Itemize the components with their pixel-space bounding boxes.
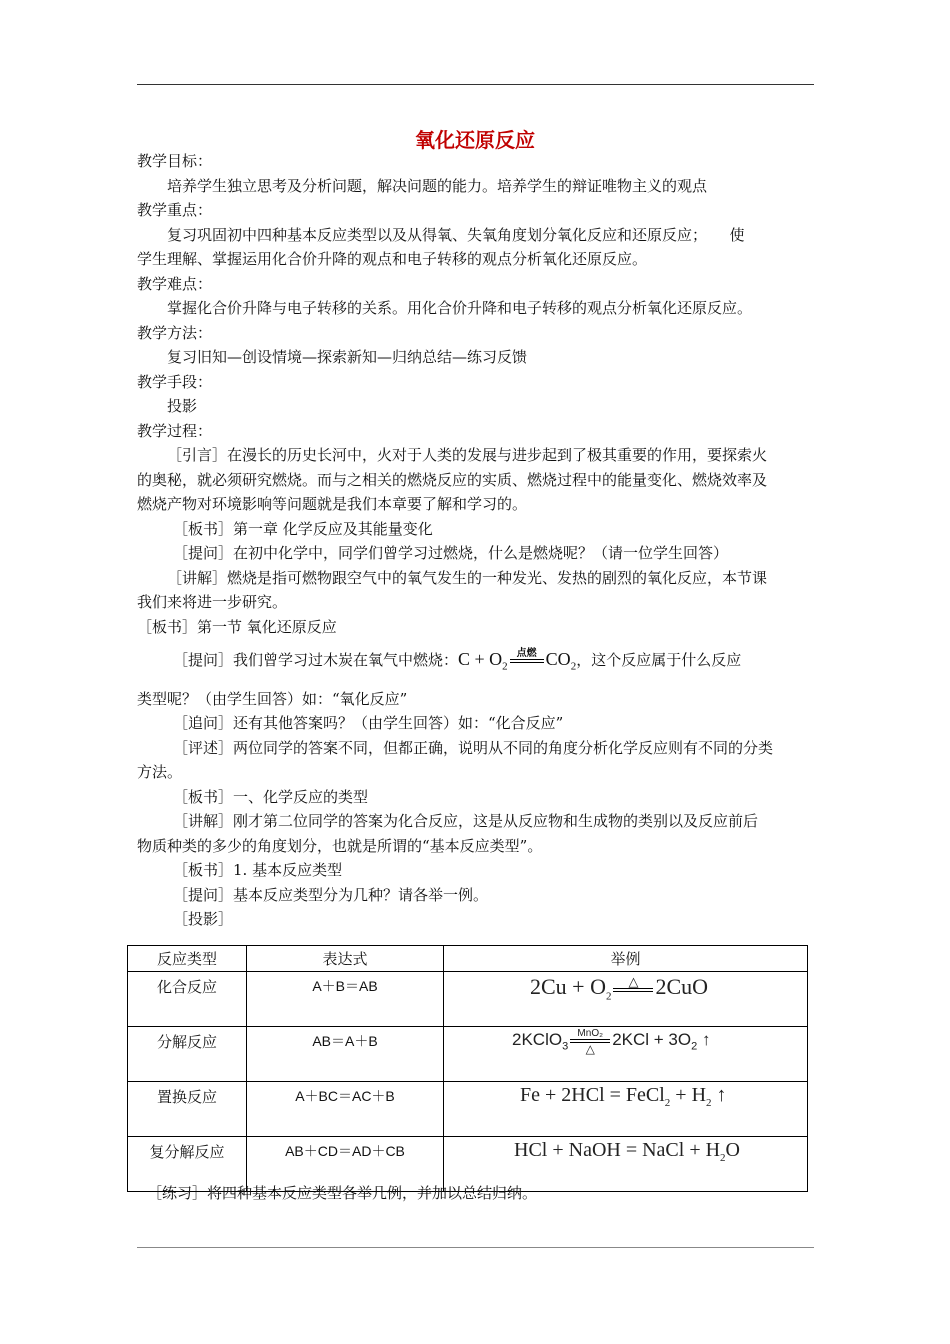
text-line: 投影: [167, 397, 198, 415]
text-line: 类型呢？（由学生回答）如：“氧化反应”: [137, 689, 408, 708]
text-line: 方法。: [137, 763, 183, 782]
text-line: ［板书］1. 基本反应类型: [173, 861, 343, 880]
text-line: ［提问］基本反应类型分为几种？请各举一例。: [173, 885, 489, 904]
reaction-example: Fe + 2HCl = FeCl$_2$ + $H_2$ ↑: [444, 1082, 808, 1137]
text-line: 复习巩固初中四种基本反应类型以及从得氧、失氧角度划分氧化反应和还原反应； 使: [167, 225, 745, 244]
reaction-expression: AB＋CD＝AD＋CB: [247, 1137, 444, 1192]
text-line: ［引言］在漫长的历史长河中，火对于人类的发展与进步起到了极其重要的作用，要探索火: [167, 446, 768, 464]
column-header: 表达式: [247, 946, 444, 972]
question-text-end: ，这个反应属于什么反应: [576, 651, 742, 669]
column-header: 举例: [444, 946, 808, 972]
text-line: 教学手段：: [137, 372, 213, 391]
table-row: [128, 972, 808, 1027]
page-title: 氧化还原反应: [415, 128, 535, 152]
text-line: 教学过程：: [137, 421, 213, 440]
combustion-equation: $C + O_2$ 点燃 $CO_2$: [458, 647, 577, 673]
text-line: 的奥秘，就必须研究燃烧。而与之相关的燃烧反应的实质、燃烧过程中的能量变化、燃烧效率及: [137, 470, 768, 489]
table-header-row: [128, 946, 808, 972]
text-line: 复习旧知—创设情境—探索新知—归纳总结—练习反馈: [167, 348, 528, 366]
text-line: 学生理解、掌握运用化合价升降的观点和电子转移的观点分析氧化还原反应。: [137, 250, 648, 268]
text-line: 教学重点：: [137, 201, 213, 219]
exercise-line: ［练习］将四种基本反应类型各举几例，并加以总结归纳。: [147, 1184, 538, 1202]
text-line: 教学目标：: [137, 152, 213, 170]
text-line: 我们来将进一步研究。: [137, 593, 288, 611]
text-line: ［讲解］燃烧是指可燃物跟空气中的氧气发生的一种发光、发热的剧烈的氧化反应，本节课: [167, 568, 768, 587]
reaction-type: 分解反应: [128, 1027, 247, 1082]
reaction-type: 复分解反应: [128, 1137, 247, 1192]
condition-mark: △: [613, 975, 653, 1002]
condition-mark: 点燃: [510, 649, 544, 673]
table-row: [128, 1027, 808, 1082]
header-rule: [137, 84, 814, 85]
text-line: ［追问］还有其他答案吗？（由学生回答）如：“化合反应”: [173, 714, 564, 733]
text-line: ［板书］一、化学反应的类型: [173, 787, 369, 806]
reaction-type: 置换反应: [128, 1082, 247, 1137]
text-line: ［讲解］刚才第二位同学的答案为化合反应，这是从反应物和生成物的类别以及反应前后: [173, 812, 759, 831]
table-row: [128, 1082, 808, 1137]
question-text: ［提问］我们曾学习过木炭在氧气中燃烧：: [173, 651, 459, 669]
question-line: [137, 639, 814, 687]
reaction-types-table: [127, 945, 808, 1192]
reaction-example: $2Cu + O_2$ △ 2CuO: [444, 972, 808, 1027]
text-line: ［投影］: [173, 910, 234, 929]
text-line: 燃烧产物对环境影响等问题就是我们本章要了解和学习的。: [137, 495, 528, 513]
footer-rule: [137, 1247, 814, 1248]
reaction-expression: AB＝A＋B: [247, 1027, 444, 1082]
reaction-example: HCl + NaOH = NaCl + $H_2O$: [444, 1137, 808, 1192]
text-line: 物质种类的多少的角度划分，也就是所谓的“基本反应类型”。: [137, 836, 543, 855]
reaction-expression: A＋B＝AB: [247, 972, 444, 1027]
text-line: ［板书］第一节 氧化还原反应: [137, 617, 337, 636]
reaction-expression: A＋BC＝AC＋B: [247, 1082, 444, 1137]
text-line: ［提问］在初中化学中，同学们曾学习过燃烧，什么是燃烧呢？（请一位学生回答）: [173, 544, 729, 562]
document-body: [137, 149, 814, 932]
condition-mark: MnO₂ △: [570, 1029, 610, 1053]
reaction-example: 2KClO$_3$ MnO₂ △ $2KCl + 3O_2$ ↑: [444, 1027, 808, 1082]
text-line: ［板书］第一章 化学反应及其能量变化: [173, 519, 433, 538]
text-line: 掌握化合价升降与电子转移的关系。用化合价升降和电子转移的观点分析氧化还原反应。: [167, 299, 753, 317]
text-line: ［评述］两位同学的答案不同，但都正确，说明从不同的角度分析化学反应则有不同的分类: [173, 738, 774, 757]
reaction-type: 化合反应: [128, 972, 247, 1027]
text-line: 培养学生独立思考及分析问题，解决问题的能力。培养学生的辩证唯物主义的观点: [167, 176, 708, 195]
column-header: 反应类型: [128, 946, 247, 972]
text-line: 教学难点：: [137, 274, 213, 293]
text-line: 教学方法：: [137, 323, 213, 342]
